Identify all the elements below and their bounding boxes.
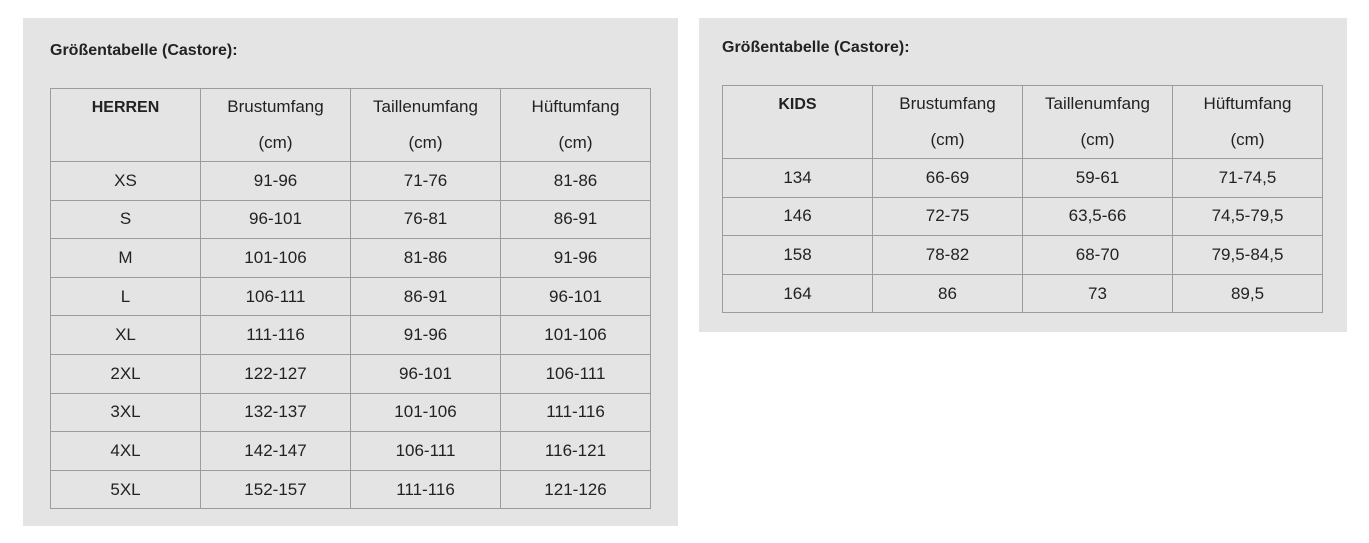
measurement-cell: 101-106 xyxy=(351,393,501,432)
size-cell: 158 xyxy=(723,236,873,275)
column-header-label: Taillenumfang xyxy=(373,97,478,116)
kids-chart-title: Größentabelle (Castore): xyxy=(722,39,910,56)
column-header-unit: (cm) xyxy=(1080,130,1115,149)
measurement-cell: 91-96 xyxy=(501,239,651,278)
measurement-cell: 152-157 xyxy=(201,470,351,509)
measurement-cell: 71-76 xyxy=(351,162,501,201)
herren-size-chart-panel xyxy=(23,18,678,526)
size-cell: 134 xyxy=(723,159,873,198)
measurement-cell: 81-86 xyxy=(351,239,501,278)
herren-size-table xyxy=(50,88,651,509)
measurement-cell: 96-101 xyxy=(201,200,351,239)
measurement-cell: 121-126 xyxy=(501,470,651,509)
table-row xyxy=(51,200,651,239)
measurement-cell: 72-75 xyxy=(873,197,1023,236)
size-cell: S xyxy=(51,200,201,239)
table-row xyxy=(723,159,1323,198)
measurement-cell: 91-96 xyxy=(351,316,501,355)
measurement-cell: 101-106 xyxy=(201,239,351,278)
size-cell: 146 xyxy=(723,197,873,236)
size-cell: 4XL xyxy=(51,432,201,471)
measurement-cell: 63,5-66 xyxy=(1023,197,1173,236)
measurement-cell: 111-116 xyxy=(351,470,501,509)
size-cell: L xyxy=(51,277,201,316)
table-row xyxy=(51,393,651,432)
measurement-cell: 86-91 xyxy=(351,277,501,316)
measurement-cell: 91-96 xyxy=(201,162,351,201)
measurement-cell: 96-101 xyxy=(351,354,501,393)
measurement-cell: 106-111 xyxy=(201,277,351,316)
column-header-label: Brustumfang xyxy=(227,97,324,116)
herren-chart-title: Größentabelle (Castore): xyxy=(50,42,238,59)
table-row xyxy=(51,277,651,316)
column-header-unit: (cm) xyxy=(930,130,965,149)
kids-size-table xyxy=(722,85,1323,313)
column-header-label: Taillenumfang xyxy=(1045,94,1150,113)
herren-column-header xyxy=(351,89,501,162)
column-header-label: Hüftumfang xyxy=(1203,94,1292,113)
size-cell: 3XL xyxy=(51,393,201,432)
table-row xyxy=(51,239,651,278)
measurement-cell: 101-106 xyxy=(501,316,651,355)
size-cell: M xyxy=(51,239,201,278)
table-row xyxy=(723,274,1323,313)
column-header-label: Hüftumfang xyxy=(531,97,620,116)
herren-header-row xyxy=(51,89,651,162)
table-row xyxy=(51,470,651,509)
herren-column-header xyxy=(501,89,651,162)
measurement-cell: 132-137 xyxy=(201,393,351,432)
size-cell: 2XL xyxy=(51,354,201,393)
measurement-cell: 86 xyxy=(873,274,1023,313)
measurement-cell: 66-69 xyxy=(873,159,1023,198)
table-row xyxy=(51,162,651,201)
table-row xyxy=(51,354,651,393)
table-row xyxy=(51,432,651,471)
kids-column-header xyxy=(1023,86,1173,159)
column-header-unit: (cm) xyxy=(408,133,443,152)
measurement-cell: 76-81 xyxy=(351,200,501,239)
measurement-cell: 71-74,5 xyxy=(1173,159,1323,198)
column-header-label: Brustumfang xyxy=(899,94,996,113)
measurement-cell: 142-147 xyxy=(201,432,351,471)
measurement-cell: 111-116 xyxy=(501,393,651,432)
measurement-cell: 111-116 xyxy=(201,316,351,355)
measurement-cell: 59-61 xyxy=(1023,159,1173,198)
measurement-cell: 106-111 xyxy=(351,432,501,471)
column-header-unit: (cm) xyxy=(1230,130,1265,149)
column-header-unit: (cm) xyxy=(558,133,593,152)
size-cell: 5XL xyxy=(51,470,201,509)
measurement-cell: 73 xyxy=(1023,274,1173,313)
measurement-cell: 116-121 xyxy=(501,432,651,471)
measurement-cell: 78-82 xyxy=(873,236,1023,275)
table-row xyxy=(51,316,651,355)
measurement-cell: 74,5-79,5 xyxy=(1173,197,1323,236)
kids-header-row xyxy=(723,86,1323,159)
kids-size-column-header: KIDS xyxy=(723,86,873,159)
size-cell: XL xyxy=(51,316,201,355)
measurement-cell: 96-101 xyxy=(501,277,651,316)
table-row xyxy=(723,197,1323,236)
column-header-unit: (cm) xyxy=(258,133,293,152)
kids-column-header xyxy=(873,86,1023,159)
measurement-cell: 122-127 xyxy=(201,354,351,393)
measurement-cell: 81-86 xyxy=(501,162,651,201)
measurement-cell: 106-111 xyxy=(501,354,651,393)
herren-column-header xyxy=(201,89,351,162)
measurement-cell: 89,5 xyxy=(1173,274,1323,313)
table-row xyxy=(723,236,1323,275)
kids-column-header xyxy=(1173,86,1323,159)
measurement-cell: 86-91 xyxy=(501,200,651,239)
measurement-cell: 79,5-84,5 xyxy=(1173,236,1323,275)
size-cell: 164 xyxy=(723,274,873,313)
measurement-cell: 68-70 xyxy=(1023,236,1173,275)
size-cell: XS xyxy=(51,162,201,201)
herren-size-column-header: HERREN xyxy=(51,89,201,162)
kids-size-chart-panel xyxy=(699,18,1347,332)
